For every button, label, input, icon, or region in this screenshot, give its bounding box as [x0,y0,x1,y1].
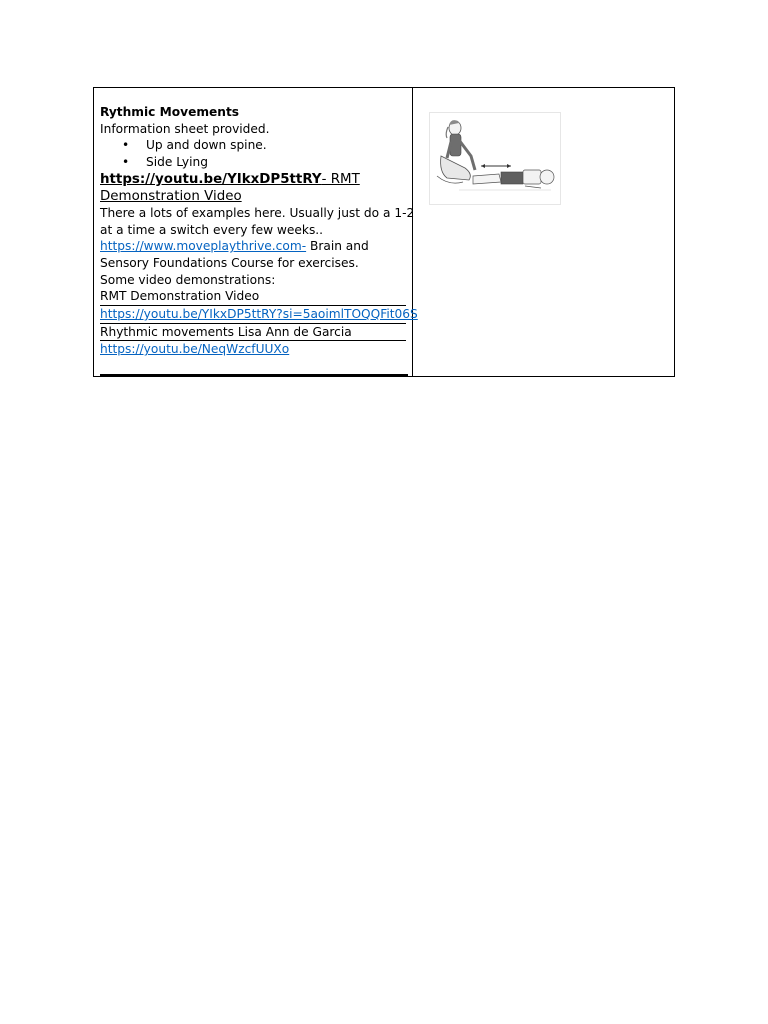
lisa-link[interactable]: https://youtu.be/NeqWzcfUUXo [100,342,290,357]
intro-text: Information sheet provided. [100,121,270,136]
moveplay-line-2: Sensory Foundations Course for exercises. [100,255,359,270]
rhythmic-movement-illustration-icon [429,112,561,205]
column-divider [412,88,413,376]
examples-line-1: There a lots of examples here. Usually just do a 1-2 [100,205,415,220]
left-cell [100,104,418,358]
main-link-suffix: - RMT [321,171,360,187]
section-heading: Rythmic Movements [100,105,240,119]
bullet-item: • Up and down spine. [100,137,408,154]
content-table [93,87,675,377]
main-video-link[interactable]: https://youtu.be/YIkxDP5ttRY [100,171,322,187]
lisa-link-row [100,340,406,358]
moveplay-link[interactable]: https://www.moveplaythrive.com- [100,239,307,254]
rmt-demo-link-row [100,305,418,323]
moveplay-line [100,238,408,255]
main-link-line-2 [100,188,408,205]
lisa-label: Rhythmic movements Lisa Ann de Garcia [100,323,406,341]
demos-intro: Some video demonstrations: [100,272,276,287]
bullet-item: • Side Lying [100,154,408,171]
bottom-rule [100,374,408,376]
bullet-list [100,137,408,170]
main-link-caption: Demonstration Video [100,188,242,204]
moveplay-text: Brain and [306,239,369,254]
main-link-line [100,171,408,188]
rmt-demo-link[interactable]: https://youtu.be/YIkxDP5ttRY?si=5aoimlTOQQFit06S [100,307,418,322]
rmt-demo-label: RMT Demonstration Video [100,289,260,304]
examples-line-2: at a time a switch every few weeks.. [100,222,324,237]
